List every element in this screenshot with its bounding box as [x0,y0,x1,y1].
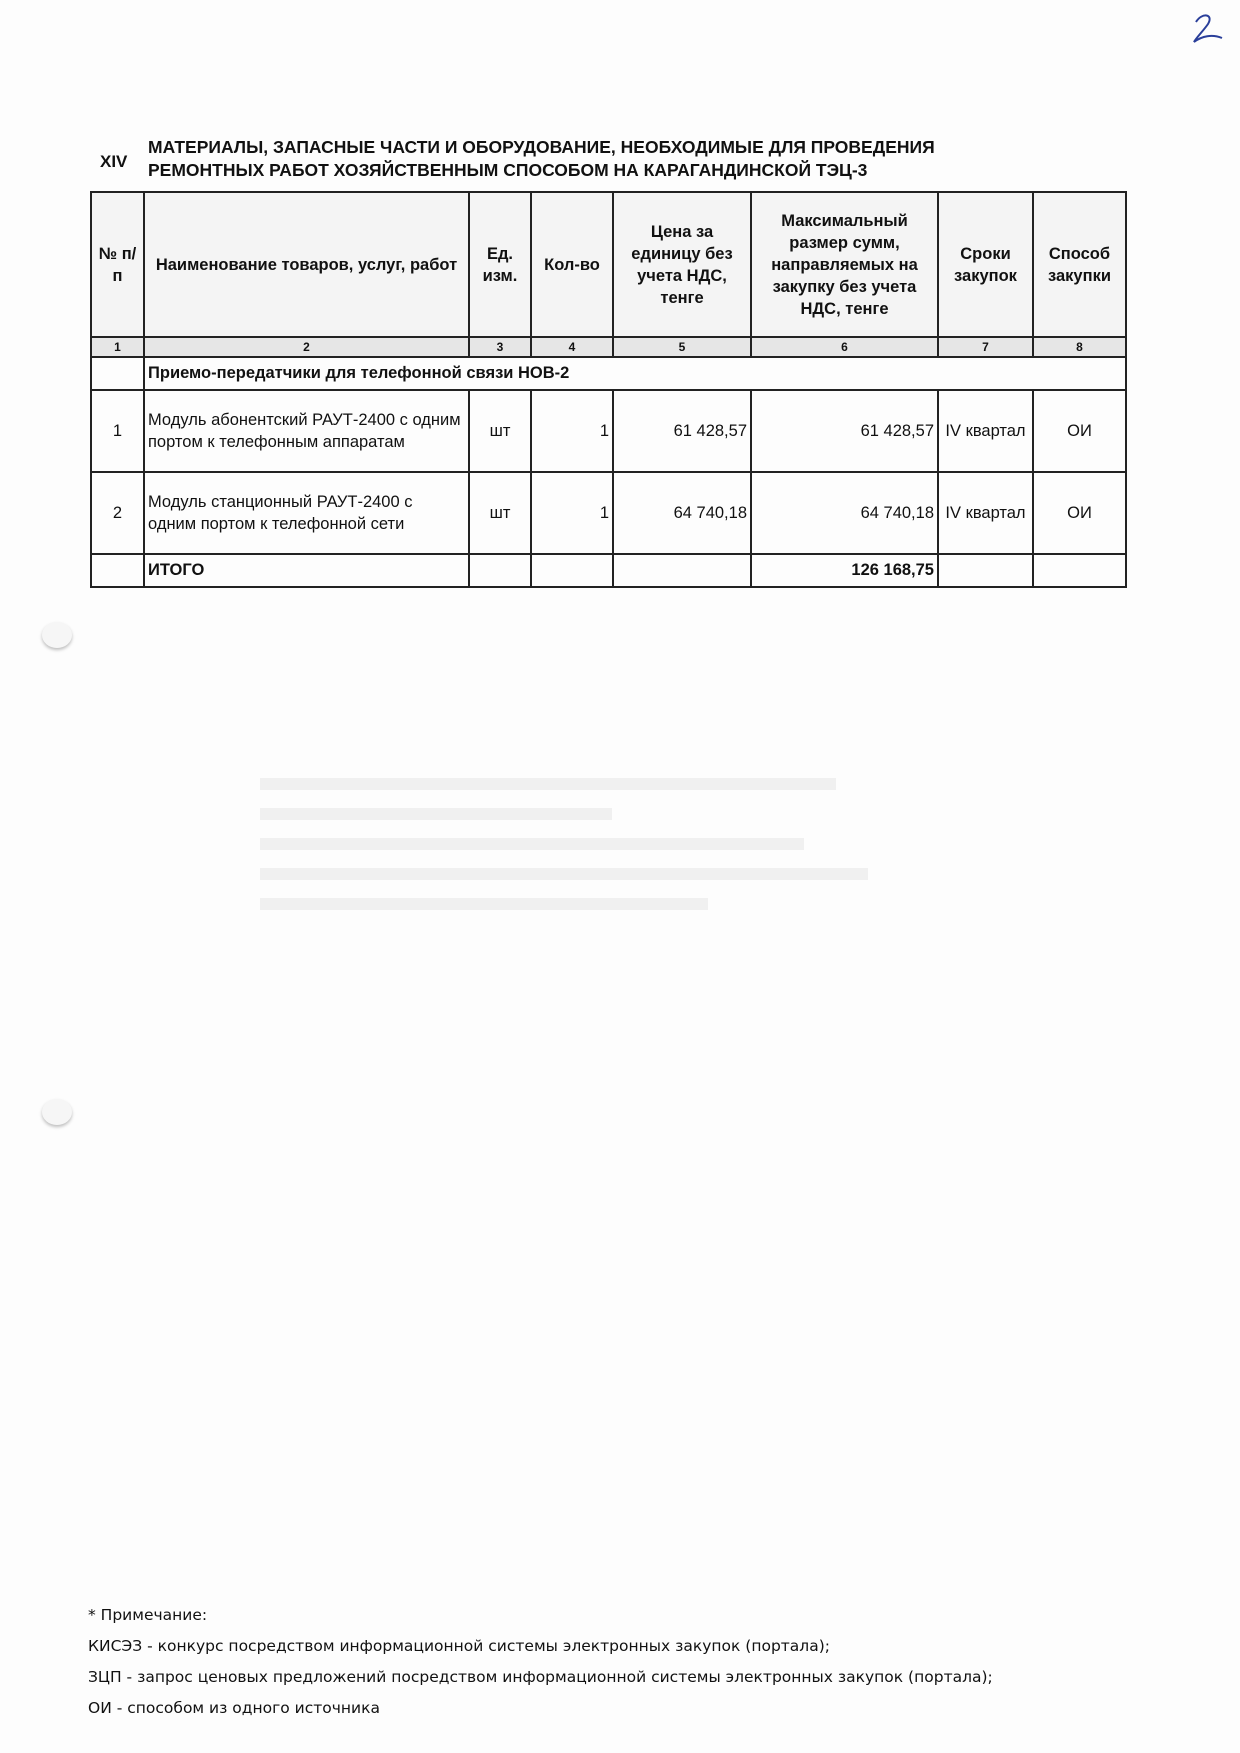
item-qty: 1 [531,472,613,554]
handwritten-page-mark [1188,8,1228,48]
total-label: ИТОГО [144,554,469,587]
header-cell: Способ закупки [1033,192,1126,337]
group-title: Приемо-передатчики для телефонной связи НОВ-2 [144,357,1126,390]
table-row [91,390,1126,472]
column-number: 2 [144,337,469,357]
header-cell: Наименование товаров, услуг, работ [144,192,469,337]
column-number: 7 [938,337,1033,357]
footnote-line: ЗЦП - запрос ценовых предложений посредством информационной системы электронных закупок (портала); [88,1668,993,1686]
bleed-through-shadow [260,760,900,920]
item-max-sum: 61 428,57 [751,390,938,472]
item-term: IV квартал [938,390,1033,472]
item-name: Модуль станционный РАУТ-2400 с одним портом к телефонной сети [144,472,469,554]
row-number: 1 [91,390,144,472]
header-cell: № п/п [91,192,144,337]
column-number: 4 [531,337,613,357]
group-row [91,357,1126,390]
binder-hole [42,622,72,648]
column-number: 6 [751,337,938,357]
table-header-row [91,192,1126,337]
header-cell: Максимальный размер сумм, направляемых на закупку без учета НДС, тенге [751,192,938,337]
footnote-heading: * Примечание: [88,1606,208,1624]
table-row [91,472,1126,554]
footnote [88,1600,993,1724]
item-term: IV квартал [938,472,1033,554]
item-price: 61 428,57 [613,390,751,472]
header-cell: Цена за единицу без учета НДС, тенге [613,192,751,337]
header-cell: Кол-во [531,192,613,337]
item-unit: шт [469,472,531,554]
binder-hole [42,1099,72,1125]
item-name: Модуль абонентский РАУТ-2400 с одним портом к телефонным аппаратам [144,390,469,472]
item-qty: 1 [531,390,613,472]
item-method: ОИ [1033,472,1126,554]
item-max-sum: 64 740,18 [751,472,938,554]
section-title: МАТЕРИАЛЫ, ЗАПАСНЫЕ ЧАСТИ И ОБОРУДОВАНИЕ, НЕОБХОДИМЫЕ ДЛЯ ПРОВЕДЕНИЯ РЕМОНТНЫХ РАБОТ ХОЗЯЙСТВЕННЫМ СПОСОБОМ НА КАРАГАНДИНСКОЙ ТЭЦ-3 [148,137,935,180]
column-number: 5 [613,337,751,357]
header-cell: Ед. изм. [469,192,531,337]
footnote-line: КИСЭЗ - конкурс посредством информационной системы электронных закупок (портала); [88,1637,830,1655]
column-number: 1 [91,337,144,357]
total-row [91,554,1126,587]
column-number: 8 [1033,337,1126,357]
row-number: 2 [91,472,144,554]
section-number: XIV [100,152,128,171]
footnote-line: ОИ - способом из одного источника [88,1699,380,1717]
column-number: 3 [469,337,531,357]
header-cell: Сроки закупок [938,192,1033,337]
column-number-row [91,337,1126,357]
item-method: ОИ [1033,390,1126,472]
item-price: 64 740,18 [613,472,751,554]
procurement-table [90,191,1127,588]
total-sum: 126 168,75 [751,554,938,587]
item-unit: шт [469,390,531,472]
